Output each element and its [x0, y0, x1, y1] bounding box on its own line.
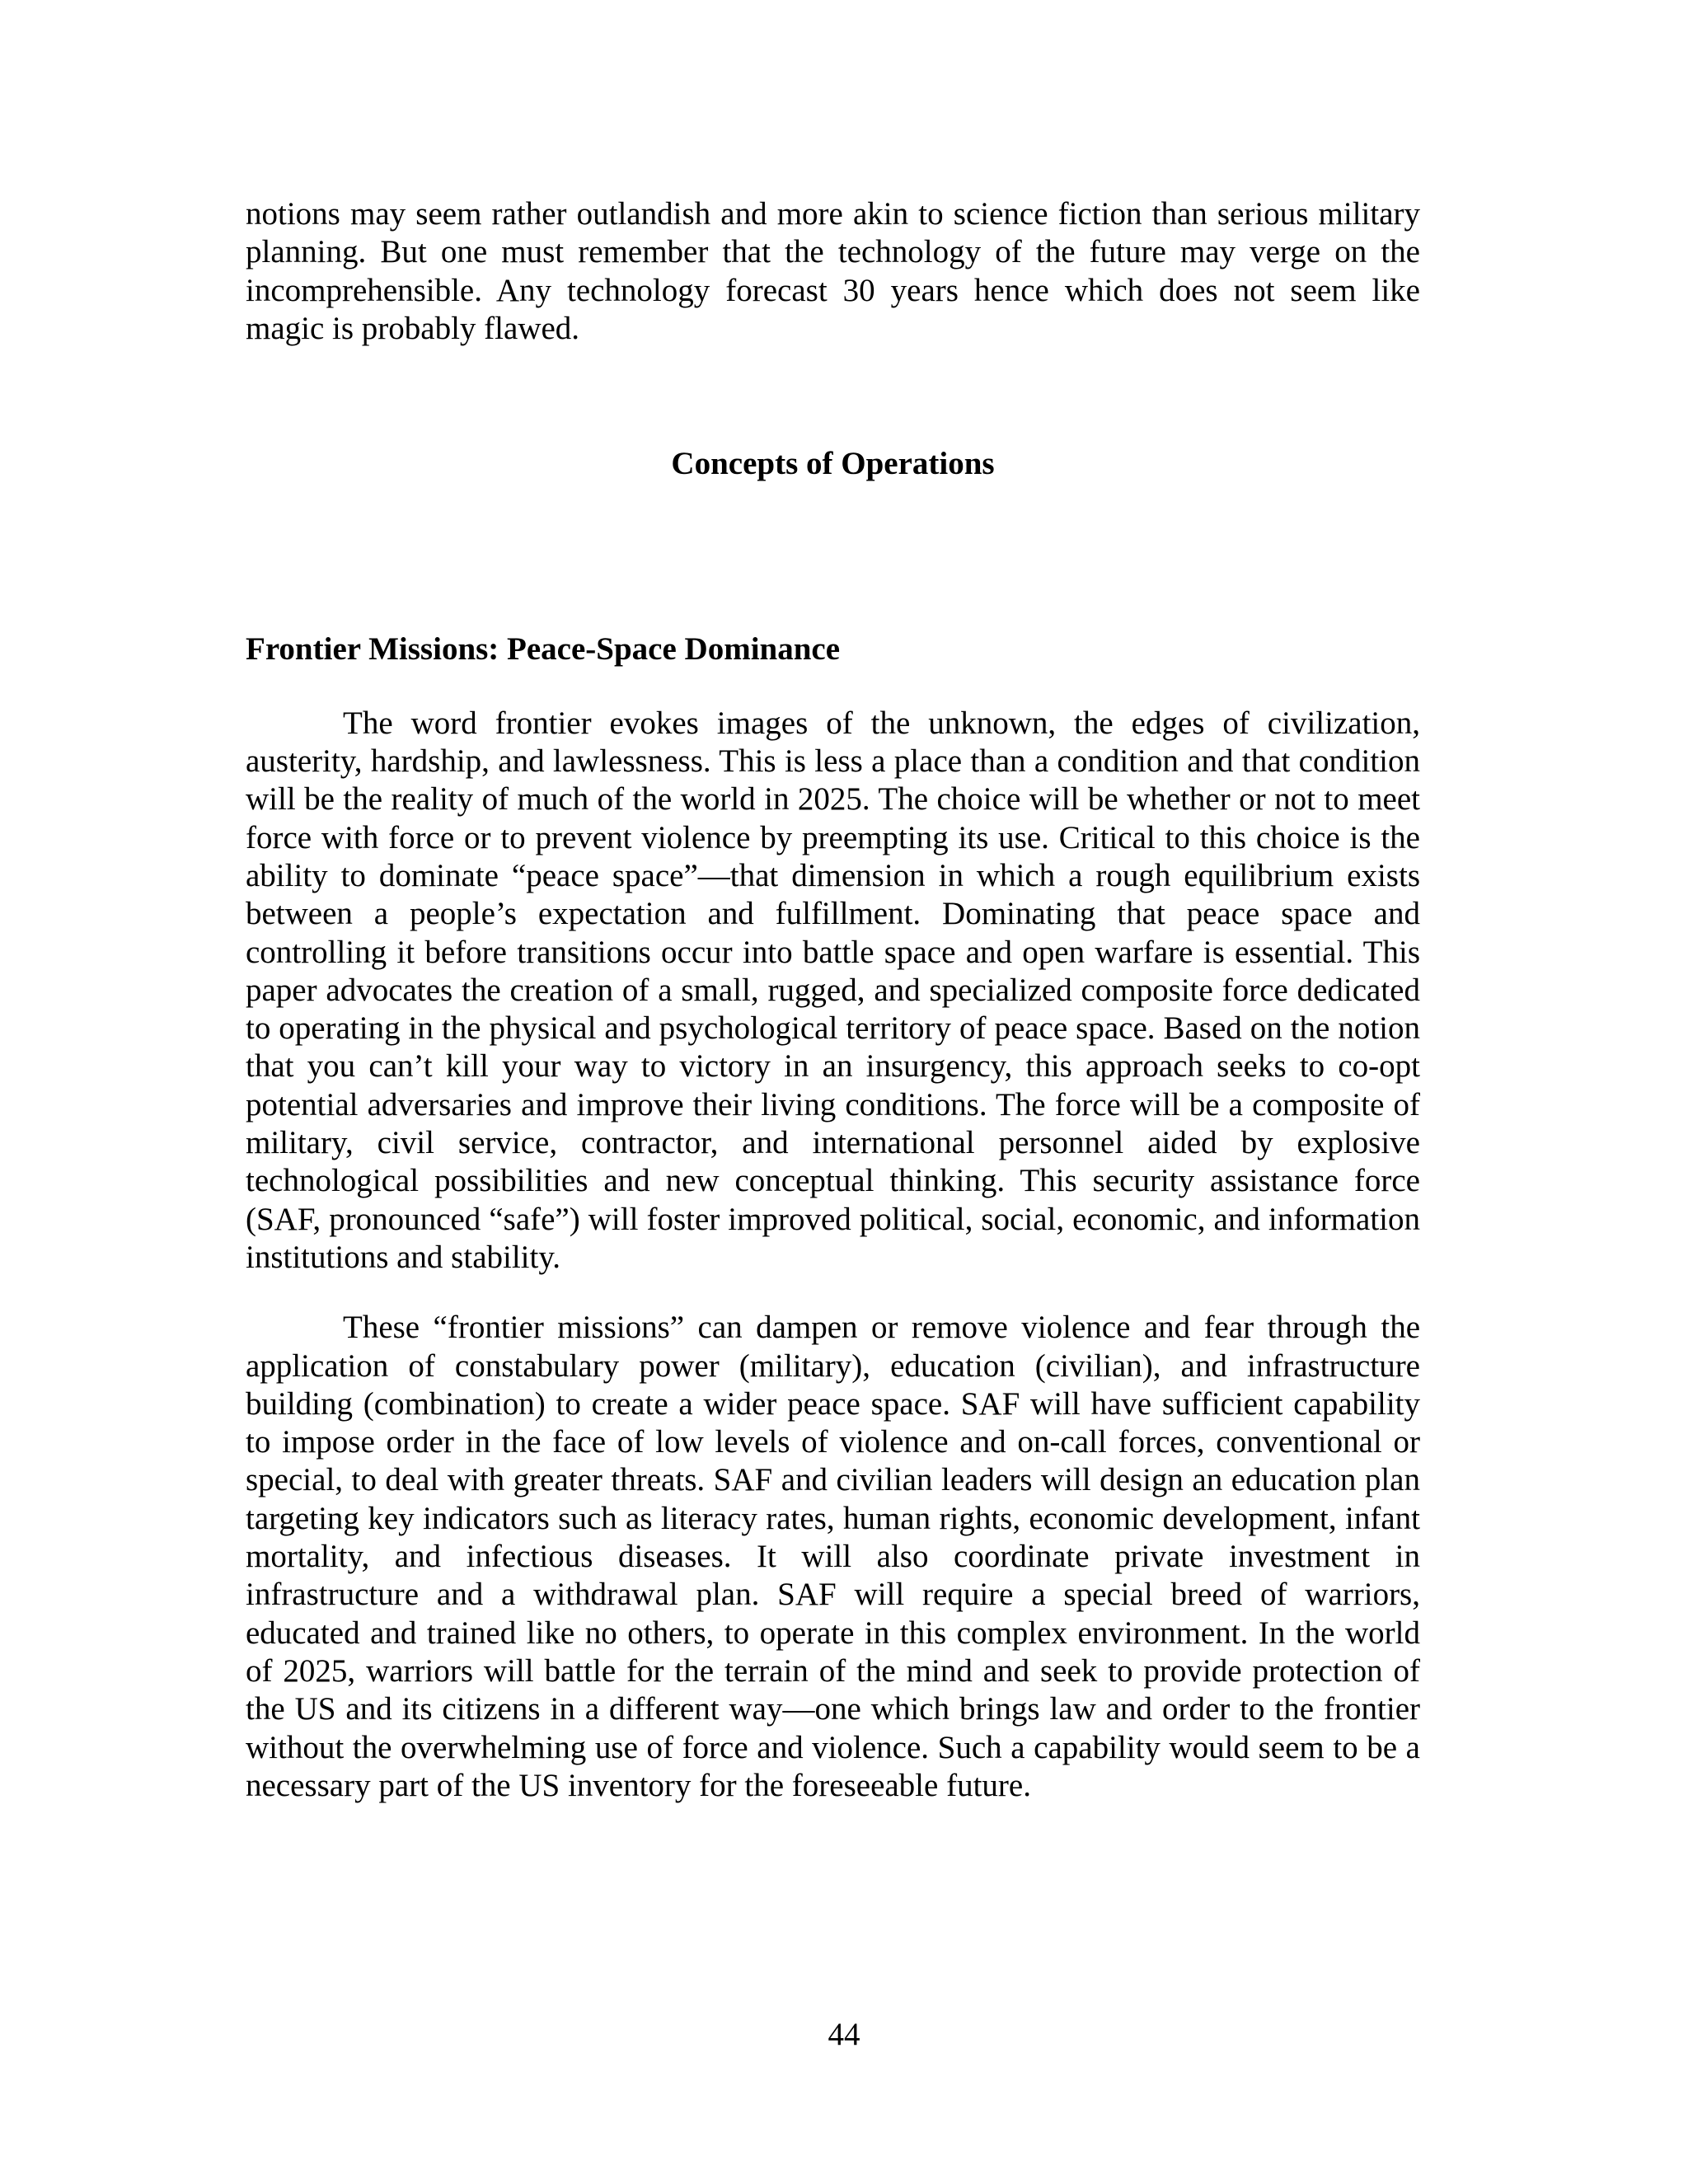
frontier-paragraph-2: These “frontier missions” can dampen or remove violence and fear through the application of constabulary power (military), education (civilian), and infrastructure building (combination) to create a wider peace space. SAF will have sufficient capability to impose order in the face of low levels of violence and on-call forces, conventional or special, to deal with greater threats. SAF and civilian leaders will design an education plan targeting key indicators such as literacy rates, human rights, economic development, infant mortality, and infectious diseases. It will also coordinate private investment in infrastructure and a withdrawal plan. SAF will require a special breed of warriors, educated and trained like no others, to operate in this complex environment. In the world of 2025, warriors will battle for the terrain of the mind and seek to provide protection of the US and its citizens in a different way—one which brings law and order to the frontier without the overwhelming use of force and violence. Such a capability would seem to be a necessary part of the US inventory for the foreseeable future.: [246, 1310, 1420, 1803]
intro-paragraph: notions may seem rather outlandish and more akin to science fiction than serious military planning. But one must remember that the technology of the future may verge on the incomprehensible. Any technology forecast 30 years hence which does not seem like magic is probably flawed.: [246, 196, 1420, 346]
subsection-heading: Frontier Missions: Peace-Space Dominance: [246, 631, 841, 668]
section-heading: Concepts of Operations: [671, 446, 995, 482]
page-body: [246, 195, 1420, 1805]
page-number: 44: [828, 2017, 860, 2052]
frontier-paragraph-1: The word frontier evokes images of the unknown, the edges of civilization, austerity, hardship, and lawlessness. This is less a place than a condition and that condition will be the reality of much of the world in 2025. The choice will be whether or not to meet force with force or to prevent violence by preempting its use. Critical to this choice is the ability to dominate “peace space”—that dimension in which a rough equilibrium exists between a people’s expectation and fulfillment. Dominating that peace space and controlling it before transitions occur into battle space and open warfare is essential. This paper advocates the creation of a small, rugged, and specialized composite force dedicated to operating in the physical and psychological territory of peace space. Based on the notion that you can’t kill your way to victory in an insurgency, this approach seeks to co-opt potential adversaries and improve their living conditions. The force will be a composite of military, civil service, contractor, and international personnel aided by explosive technological possibilities and new conceptual thinking. This security assistance force (SAF, pronounced “safe”) will foster improved political, social, economic, and information institutions and stability.: [246, 705, 1420, 1275]
